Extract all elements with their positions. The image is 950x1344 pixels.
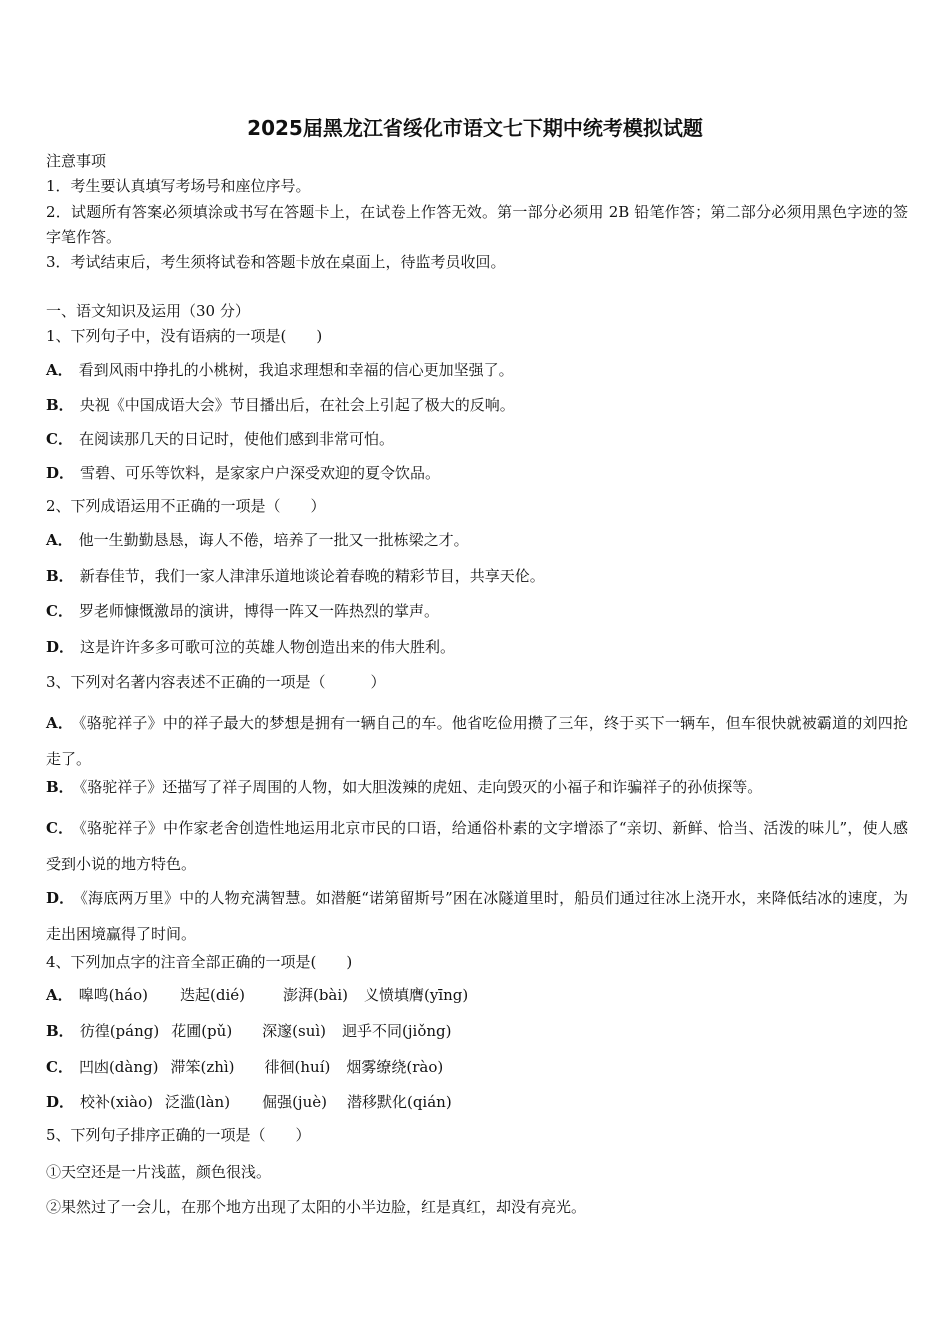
question-3-option-d: D． 《海底两万里》中的人物充满智慧。如潜艇“诺第留斯号”困在冰隧道里时，船员们通过往冰上浇开水，来降低结冰的速度，为走出困境赢得了时间。 — [46, 889, 909, 943]
question-5-stem: 5、下列句子排序正确的一项是（ ） — [46, 1126, 311, 1144]
question-3-option-c: C． 《骆驼祥子》中作家老舍创造性地运用北京市民的口语，给通俗朴素的文字增添了“亲切、新鲜、恰当、活泼的味儿”，使人感受到小说的地方特色。 — [46, 819, 908, 873]
page-title: 2025届黑龙江省绥化市语文七下期中统考模拟试题 — [247, 116, 703, 140]
question-2-option-d: D． 这是许许多多可歌可泣的英雄人物创造出来的伟大胜利。 — [46, 638, 456, 656]
section-heading: 一、语文知识及运用（30 分） — [46, 302, 250, 320]
question-2-option-a: A． 他一生勤勤恳恳，诲人不倦，培养了一批又一批栋梁之才。 — [46, 531, 469, 549]
notice-item-2: 2．试题所有答案必须填涂或书写在答题卡上，在试卷上作答无效。第一部分必须用 2B 铅笔作答；第二部分必须用黑色字迹的签字笔作答。 — [46, 203, 908, 246]
question-4-option-a: A． 嗥鸣(háo) 迭起(dié) 澎湃(bài) 义愤填膺(yīng) — [46, 986, 469, 1004]
notice-heading: 注意事项 — [46, 152, 107, 170]
question-3-stem: 3、下列对名著内容表述不正确的一项是（ ） — [46, 673, 386, 691]
question-4-stem: 4、下列加点字的注音全部正确的一项是( ) — [46, 953, 353, 971]
question-1-option-a: A． 看到风雨中挣扎的小桃树，我追求理想和幸福的信心更加坚强了。 — [46, 361, 514, 379]
question-2-stem: 2、下列成语运用不正确的一项是（ ） — [46, 497, 326, 515]
question-1-option-d: D． 雪碧、可乐等饮料，是家家户户深受欢迎的夏令饮品。 — [46, 464, 441, 482]
notice-item-3: 3．考试结束后，考生须将试卷和答题卡放在桌面上，待监考员收回。 — [46, 253, 506, 271]
question-4-option-b: B． 彷徨(páng) 花圃(pǔ) 深邃(suì) 迥乎不同(jiǒng) — [46, 1022, 452, 1040]
question-2-option-b: B． 新春佳节，我们一家人津津乐道地谈论着春晚的精彩节目，共享天伦。 — [46, 567, 545, 585]
question-3-option-b: B． 《骆驼祥子》还描写了祥子周围的人物，如大胆泼辣的虎妞、走向毁灭的小福子和诈骗祥子的孙侦探等。 — [46, 778, 763, 796]
question-5-sentence-1: ①天空还是一片浅蓝，颜色很浅。 — [46, 1163, 272, 1181]
question-1-option-c: C． 在阅读那几天的日记时，使他们感到非常可怕。 — [46, 430, 394, 448]
question-4-option-c: C． 凹凼(dàng) 滞笨(zhì) 徘徊(huí) 烟雾缭绕(rào) — [46, 1058, 444, 1076]
question-2-option-c: C． 罗老师慷慨激昂的演讲，博得一阵又一阵热烈的掌声。 — [46, 602, 439, 620]
notice-item-1: 1．考生要认真填写考场号和座位序号。 — [46, 177, 311, 195]
question-1-stem: 1、下列句子中，没有语病的一项是( ) — [46, 327, 323, 345]
question-5-sentence-2: ②果然过了一会儿，在那个地方出现了太阳的小半边脸，红是真红，却没有亮光。 — [46, 1198, 587, 1216]
question-3-option-a: A． 《骆驼祥子》中的祥子最大的梦想是拥有一辆自己的车。他省吃俭用攒了三年，终于买下一辆车，但车很快就被霸道的刘四抢走了。 — [46, 714, 908, 768]
question-4-option-d: D． 校补(xiào) 泛滥(làn) 倔强(juè) 潜移默化(qián) — [46, 1093, 452, 1111]
question-1-option-b: B． 央视《中国成语大会》节目播出后，在社会上引起了极大的反响。 — [46, 396, 515, 414]
